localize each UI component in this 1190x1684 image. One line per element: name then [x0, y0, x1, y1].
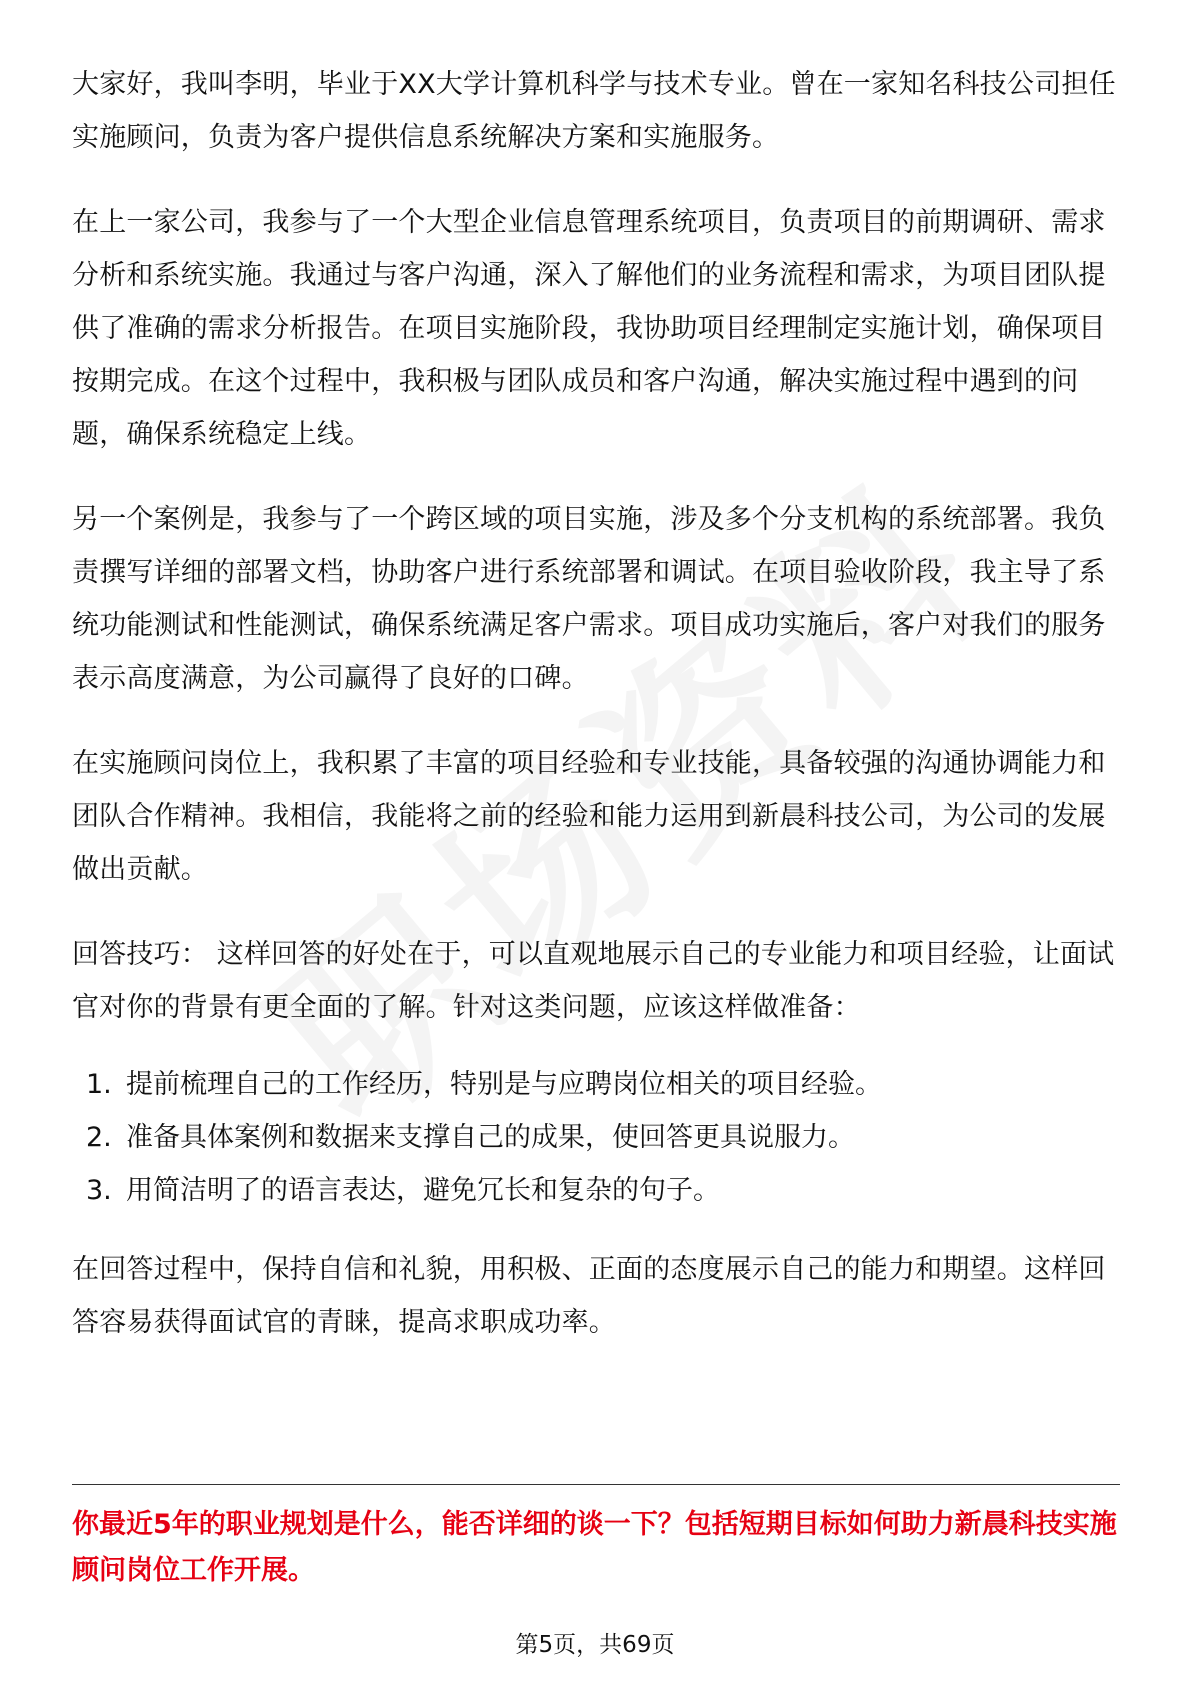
list-item — [72, 1111, 1120, 1164]
paragraph-summary: 在实施顾问岗位上，我积累了丰富的项目经验和专业技能，具备较强的沟通协调能力和团队合作精神。我相信，我能将之前的经验和能力运用到新晨科技公司，为公司的发展做出贡献。 — [72, 748, 1106, 885]
list-text: 准备具体案例和数据来支撑自己的成果，使回答更具说服力。 — [126, 1122, 855, 1153]
list-number: 2. — [86, 1122, 112, 1153]
list-item — [72, 1058, 1120, 1111]
list-number: 1. — [86, 1069, 112, 1100]
tips-list — [72, 1058, 1120, 1217]
paragraph-case-one: 在上一家公司，我参与了一个大型企业信息管理系统项目，负责项目的前期调研、需求分析和系统实施。我通过与客户沟通，深入了解他们的业务流程和需求，为项目团队提供了准确的需求分析报告。在项目实施阶段，我协助项目经理制定实施计划，确保项目按期完成。在这个过程中，我积极与团队成员和客户沟通，解决实施过程中遇到的问题，确保系统稳定上线。 — [72, 207, 1106, 450]
list-number: 3. — [86, 1175, 112, 1206]
document-body — [72, 58, 1120, 1381]
list-item — [72, 1164, 1120, 1217]
page-number: 第5页，共69页 — [515, 1632, 675, 1658]
section-divider — [72, 1484, 1120, 1485]
paragraph-closing: 在回答过程中，保持自信和礼貌，用积极、正面的态度展示自己的能力和期望。这样回答容易获得面试官的青睐，提高求职成功率。 — [72, 1254, 1106, 1338]
paragraph-case-two: 另一个案例是，我参与了一个跨区域的项目实施，涉及多个分支机构的系统部署。我负责撰写详细的部署文档，协助客户进行系统部署和调试。在项目验收阶段，我主导了系统功能测试和性能测试，确保系统满足客户需求。项目成功实施后，客户对我们的服务表示高度满意，为公司赢得了良好的口碑。 — [72, 504, 1106, 694]
paragraph-intro: 大家好，我叫李明，毕业于XX大学计算机科学与技术专业。曾在一家知名科技公司担任实施顾问，负责为客户提供信息系统解决方案和实施服务。 — [72, 69, 1116, 153]
next-question: 你最近5年的职业规划是什么，能否详细的谈一下？包括短期目标如何助力新晨科技实施顾问岗位工作开展。 — [72, 1509, 1117, 1586]
answer-tip: 回答技巧： 这样回答的好处在于，可以直观地展示自己的专业能力和项目经验，让面试官对你的背景有更全面的了解。针对这类问题，应该这样做准备： — [72, 939, 1115, 1023]
list-text: 提前梳理自己的工作经历，特别是与应聘岗位相关的项目经验。 — [126, 1069, 882, 1100]
list-text: 用简洁明了的语言表达，避免冗长和复杂的句子。 — [126, 1175, 720, 1206]
